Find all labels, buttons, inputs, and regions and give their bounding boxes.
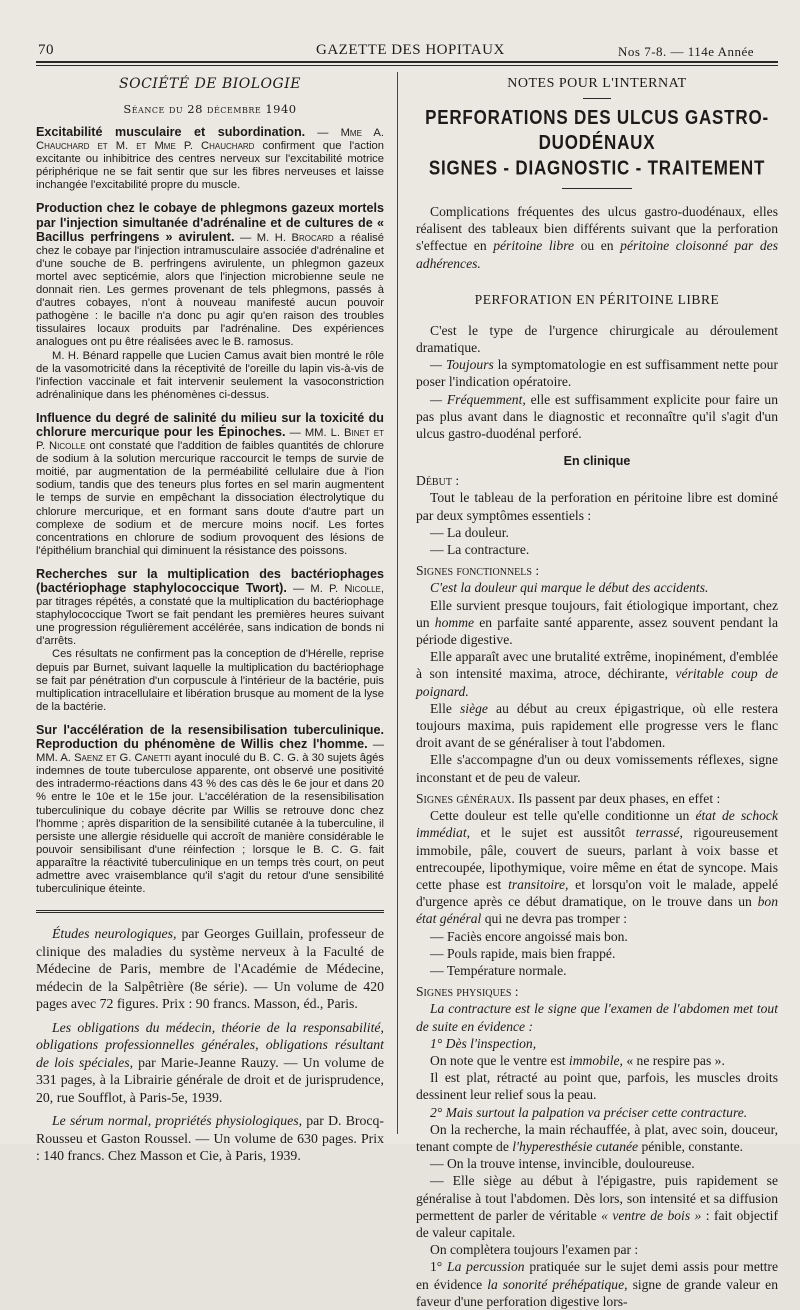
article-body: confirment que l'action excitante ou inhibitrice des centres nerveux sur l'excitabilité motrice périphérique ne se fait sentir que sur les fibres nerveuses et laisse inchangée l'excitabilité propre du muscle. <box>36 140 385 192</box>
book-details: par Georges Guillain, professeur de clinique des maladies du système nerveux à la Faculté de Médecine de Paris, membre de l'Académie de Médecine, médecin de la Salpêtrière (8e série). — Un volume de 420 pages avec 72 figures. Prix : 90 francs. Masson, éd., Paris. <box>36 926 384 1012</box>
text: pratiquée sur le sujet demi assis pour mettre en évidence <box>416 1259 778 1292</box>
paragraph: Elle s'accompagne d'un ou deux vomissements réflexes, signe inconstant et de peu de valeur. <box>416 752 778 785</box>
book-title: Les obligations du médecin, théorie de la responsabilité, obligations professionnelles générales, obligations résultant de lois spéciales, <box>36 1019 384 1070</box>
title-rule <box>583 98 611 99</box>
text: 2° Mais surtout la palpation va préciser cette contracture. <box>430 1104 748 1120</box>
article-authors: — M. P. Nicolle, <box>293 583 384 595</box>
label: Début : <box>416 473 460 489</box>
paragraph: Tout le tableau de la perforation en péritoine libre est dominé par deux symptômes essentiels : <box>416 490 778 523</box>
label: Signes physiques : <box>416 984 519 1000</box>
header-rule <box>36 61 778 63</box>
book-review <box>36 925 384 1013</box>
text: rigoureusement immobile, pâle, couvert de sueurs, parlant à voix basse et entrecoupée, lipothymique, voire même en état de syncope. Mais cette phase est <box>416 825 779 892</box>
text: bon état général <box>416 894 778 927</box>
article-title: Sur l'accélération de la resensibilisation tuberculinique. Reproduction du phénomène de Willis chez l'homme. <box>36 722 384 752</box>
list-item: — La douleur. <box>430 524 509 540</box>
article-salinite <box>36 412 384 558</box>
paragraph <box>416 1172 778 1241</box>
text: état de schock immédiat, <box>416 808 778 841</box>
paragraph: C'est le type de l'urgence chirurgicale au déroulement dramatique. <box>416 322 778 356</box>
text: — Toujours <box>430 357 494 373</box>
clinical-heading: En clinique <box>563 454 631 469</box>
text: Ils passent par deux phases, en effet : <box>518 790 721 806</box>
text: — Elle siège au début à l'épigastre, puis rapidement se généralise à tout l'abdomen. Dès lors, son intensité et sa diffusion permettent de parler de véritable <box>416 1173 778 1223</box>
paragraph <box>416 579 778 596</box>
paragraph: Il est plat, rétracté au point que, parfois, les muscles droits dessinent leur relief sous la peau. <box>416 1070 778 1103</box>
article-bacteriophages <box>36 568 384 649</box>
article-authors: — Mme A. Chauchard et M. et Mme P. Chauchard <box>36 127 384 153</box>
intro-paragraph <box>416 203 778 272</box>
text: On note que le ventre est <box>430 1052 566 1068</box>
journal-title: GAZETTE DES HOPITAUX <box>316 42 505 58</box>
text: « ventre de bois » <box>601 1207 702 1223</box>
label-signes-physiques <box>416 983 778 1000</box>
book-title: Le sérum normal, propriétés physiologiques, <box>52 1113 303 1129</box>
text: : fait objectif de valeur capitale. <box>416 1207 778 1240</box>
paragraph <box>416 1258 778 1310</box>
book-review <box>36 1112 384 1165</box>
text: la symptomatologie en est suffisamment nette pour poser l'indication opératoire. <box>416 357 778 390</box>
text: l'hyperesthésie cutanée <box>512 1138 639 1154</box>
text: Elle apparaît avec une brutalité extrême, inopinément, d'emblée à son intensité maxima, atroce, déchirante, <box>416 649 778 682</box>
subsection-title: PERFORATION EN PÉRITOINE LIBRE <box>474 291 720 307</box>
text: Elle <box>430 700 452 716</box>
paragraph <box>416 700 778 752</box>
section-divider <box>36 910 384 913</box>
label-debut <box>416 472 778 489</box>
text: — Fréquemment, <box>430 391 526 407</box>
text: C'est la douleur qui marque le début des accidents. <box>430 580 709 596</box>
text: 1° <box>430 1259 443 1275</box>
section-title: SOCIÉTÉ DE BIOLOGIE <box>119 76 301 92</box>
article-body: a réalisé chez le cobaye par l'injection intramusculaire associée d'adrénaline et d'une souche de B. perfringens avirulente, un phlegmon gazeux mortel avec septicémie, alors que l'injection microbienne seule ne donnait rien. Les germes provenant de tels phlegmons, passés à d'autres cobayes, n'ont à nouveau manifesté aucun pouvoir pathogène : le bacille n'a donc pu agir qu'en raison des troubles tissulaires locaux produits par l'adrénaline. Des expériences analogues ont pu être réalisées avec le B. ramosus. <box>36 231 384 349</box>
text: Elle survient presque toujours, fait étiologique important, chez un <box>416 597 778 630</box>
paragraph <box>416 1000 778 1034</box>
text: en parfaite santé apparente, assez souvent pendant la période digestive. <box>416 614 778 648</box>
article-body: ont constaté que l'addition de faibles quantités de chlorure de sodium à la solution mercurique raccourcit le temps de survie de moitié, par augmentation de la perméabilité cellulaire due à l'ion sodium, tandis que des teneurs plus fortes en sel marin augmentent le temps de survie en empêchant la dissociation électrolytique du chlorure mercurique, et en formant sans doute d'autre part un complexe de sodium et de mercure moins nocif. Les fortes concentrations en chlorure de sodium provoquent des lésions de l'épithélium branchial qui diminuent la résistance des poissons. <box>36 440 384 557</box>
text: elle est suffisamment explicite pour faire un pas plus avant dans le diagnostic et reconnaître qu'il s'agit d'un ulcus gastro-duodénal perforé. <box>416 391 778 442</box>
text: Cette douleur est telle qu'elle conditionne un <box>430 808 690 824</box>
paragraph <box>416 356 778 390</box>
article-authors: — MM. L. Binet et P. Nicolle <box>36 426 385 453</box>
article-comment: Ces résultats ne confirment pas la conception de d'Hérelle, reprise depuis par Burnet, suivant laquelle la multiplication du bactériophage se fait par pénétration d'un corpuscule à l'intérieur de la bactérie, puis multiplication intracellulaire et libération brusque au moment de la lyse de la bactérie. <box>36 648 384 713</box>
text: et le sujet est aussitôt <box>480 825 626 841</box>
notes-title: NOTES POUR L'INTERNAT <box>507 76 687 91</box>
article-excitabilite <box>36 126 384 192</box>
text: la sonorité préhépatique, <box>487 1276 628 1292</box>
paragraph <box>416 648 778 700</box>
article-authors: — M. H. Brocard <box>240 231 334 244</box>
paragraph <box>416 1052 778 1069</box>
paragraph <box>416 1121 778 1155</box>
article-body: ayant inoculé du B. C. G. à 30 sujets âgés indemnes de toute tuberculose apparente, ont observé une positivité des intradermo-réactions dans 43 % des cas dès le 6e jour et dans 20 % entre le 10e et le 15e jour. L'accélération de la resensibilisation tuberculinique du cobaye décrite par Willis se retrouve donc chez l'homme ; après disparition de la sensibilité cutanée à la tuberculine, il persiste une allergie résiduelle qui accroît de manière considérable le pouvoir sensibilisant d'une réinfection ; lorsque le B. C. G. fait apparaître la réactivité tuberculinique en un temps très court, on peut admettre avec vraisemblance qu'il s'agit du retour d'une sensibilité tuberculinique éteinte. <box>36 752 384 896</box>
text: siège <box>460 700 488 716</box>
article-comment: M. H. Bénard rappelle que Lucien Camus avait bien montré le rôle de la vasomotricité dans la réceptivité de l'oreille du lapin vis-à-vis de l'infection vaccinale et fait intervenir seulement la vasoconstriction adrénalinique dans les phénomènes ci-dessus. <box>36 349 384 401</box>
label-signes-fonctionnels <box>416 562 778 579</box>
right-column <box>416 76 779 1309</box>
article-body: par titrages répétés, a constaté que la multiplication du bactériophage staphylococcique Twort se fait pendant les premières heures suivant une progression régulièrement accélérée, sans indication de bonds ni d'arrêts. <box>36 596 384 648</box>
text: terrassé, <box>635 825 683 841</box>
book-details: par D. Brocq-Rousseu et Gaston Roussel. — Un volume de 630 pages. Prix : 140 francs. Chez Masson et Cie, à Paris, 1939. <box>36 1113 385 1164</box>
text: péritoine libre <box>493 238 575 254</box>
text: Complications fréquentes des ulcus gastro-duodénaux, elles réalisent des tableaux bien différents suivant que la perforation s'effectue en <box>416 204 778 254</box>
paragraph <box>416 597 778 649</box>
text: « ne respire pas ». <box>626 1052 725 1068</box>
issue-info: Nos 7-8. — 114e Année <box>618 44 755 59</box>
text: qui ne devra pas tromper : <box>484 911 628 927</box>
book-details: par Marie-Jeanne Rauzy. — Un volume de 331 pages, à la Librairie générale de droit et de jurisprudence, 20, rue Soufflot, à Paris-5e, 1939. <box>36 1054 384 1105</box>
paragraph <box>416 790 778 807</box>
paragraph: — On la trouve intense, invincible, douloureuse. <box>430 1156 695 1172</box>
text: véritable coup de poignard. <box>416 666 778 699</box>
list-item: — La contracture. <box>430 542 530 558</box>
page-number: 70 <box>38 42 54 58</box>
main-title <box>416 105 778 181</box>
text: On la recherche, la main réchauffée, à plat, avec soin, douceur, tenant compte de <box>416 1121 778 1154</box>
label: Signes fonctionnels : <box>416 563 540 579</box>
article-resensibilisation <box>36 724 384 896</box>
book-title: Études neurologiques, <box>52 926 177 942</box>
paragraph <box>416 1104 778 1121</box>
paragraph: On complètera toujours l'examen par : <box>430 1242 639 1258</box>
text: La percussion <box>447 1259 525 1275</box>
paragraph <box>416 1035 778 1052</box>
paragraph <box>416 807 778 927</box>
book-review <box>36 1019 384 1107</box>
label: Signes généraux. <box>416 790 515 806</box>
main-title-line2: SIGNES - DIAGNOSTIC - TRAITEMENT <box>428 156 766 180</box>
text: et lorsqu'on voit le malade, appelé d'urgence après ce début dramatique, on le trouve dans un <box>416 876 779 910</box>
text: péritoine cloisonné par des adhérences. <box>416 238 778 271</box>
article-title: Recherches sur la multiplication des bactériophages (bactériophage staphylococcique Twort). <box>36 566 384 595</box>
header-rule-thin <box>36 65 778 66</box>
text: transitoire, <box>508 876 569 892</box>
main-title-line1: PERFORATIONS DES ULCUS GASTRO-DUODÉNAUX <box>425 105 769 154</box>
article-phlegmons <box>36 202 384 349</box>
text: 1° Dès l'inspection, <box>430 1035 537 1051</box>
session-date: Séance du 28 décembre 1940 <box>123 102 297 116</box>
paragraph <box>416 391 778 443</box>
text: homme <box>434 614 475 630</box>
article-title: Excitabilité musculaire et subordination. <box>36 125 306 139</box>
article-authors: — MM. A. Saenz et G. Canetti <box>36 739 384 765</box>
text: pénible, constante. <box>641 1138 744 1154</box>
list-item: — Pouls rapide, mais bien frappé. <box>430 945 616 961</box>
article-title: Influence du degré de salinité du milieu sur la toxicité du chlorure mercurique pour les Épinoches. <box>36 410 384 439</box>
text: La contracture est le signe que l'examen de l'abdomen met tout de suite en évidence : <box>416 1001 778 1034</box>
title-rule <box>562 188 632 189</box>
text: immobile, <box>568 1052 623 1068</box>
list-item: — Faciès encore angoissé mais bon. <box>430 928 628 944</box>
column-divider <box>397 72 398 1134</box>
left-column <box>36 76 385 1164</box>
text: signe de grande valeur en faveur d'une perforation digestive lors- <box>416 1276 778 1309</box>
article-title: Production chez le cobaye de phlegmons gazeux mortels par l'injection simultanée d'adrénaline et de cultures de « Bacillus perfringens » avirulent. <box>36 201 384 244</box>
text: au début au creux épigastrique, où elle restera toujours maxima, puis rapidement elle progresse vers le flanc droit avant de se généraliser à tout l'abdomen. <box>416 700 778 751</box>
text: ou en <box>580 238 614 254</box>
list-item: — Température normale. <box>430 962 567 978</box>
